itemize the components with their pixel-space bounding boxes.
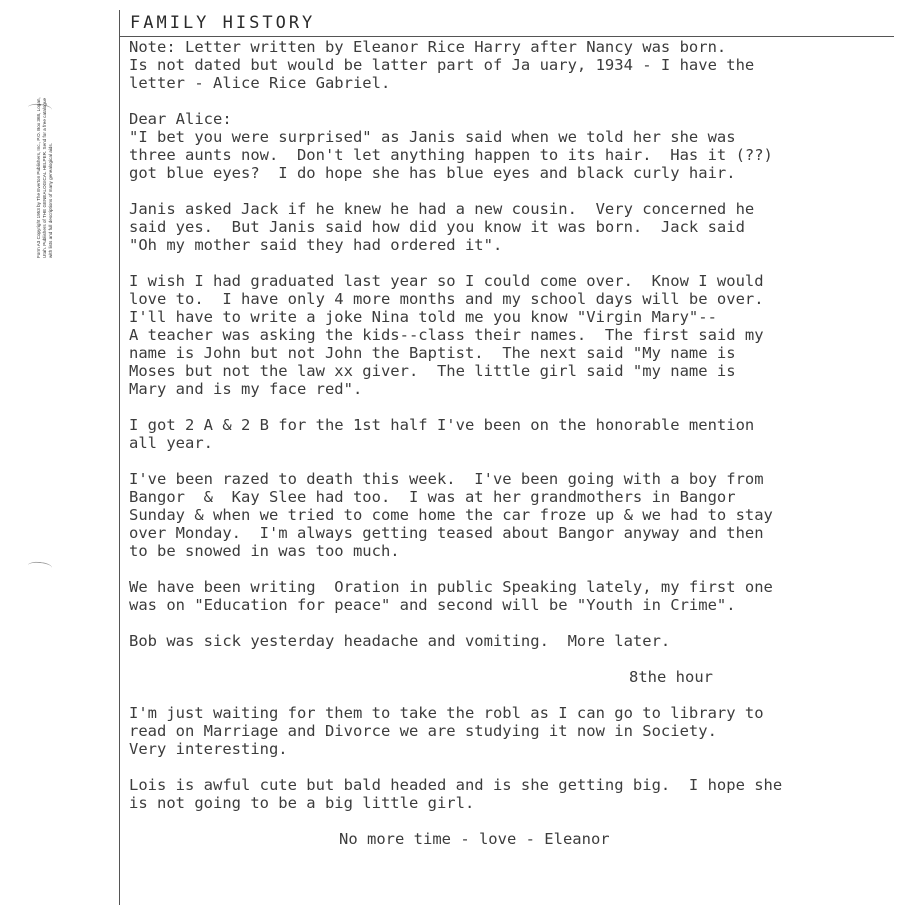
text-line: "Oh my mother said they had ordered it". — [129, 236, 503, 254]
typed-letter — [129, 38, 894, 848]
text-line: Moses but not the law xx giver. The little girl said "my name is — [129, 362, 736, 380]
text-line: got blue eyes? I do hope she has blue eyes and black curly hair. — [129, 164, 736, 182]
paragraph-9 — [129, 776, 894, 812]
text-line: read on Marriage and Divorce we are studying it now in Society. — [129, 722, 717, 740]
text-line: Bangor & Kay Slee had too. I was at her grandmothers in Bangor — [129, 488, 736, 506]
paragraph-2 — [129, 200, 894, 254]
paragraph-3 — [129, 272, 894, 398]
text-line: I got 2 A & 2 B for the 1st half I've been on the honorable mention — [129, 416, 755, 434]
salutation: Dear Alice: — [129, 110, 232, 128]
text-line: I'm just waiting for them to take the robl as I can go to library to — [129, 704, 764, 722]
text-line: name is John but not John the Baptist. The next said "My name is — [129, 344, 736, 362]
text-line: I wish I had graduated last year so I could come over. Know I would — [129, 272, 764, 290]
paragraph-6 — [129, 578, 894, 614]
text-line: I'll have to write a joke Nina told me you know "Virgin Mary"-- — [129, 308, 717, 326]
text-line: Mary and is my face red". — [129, 380, 363, 398]
header-rule — [119, 36, 894, 37]
imprint-line: Form A3 Copyright 1953 by The Everton Publishers, Inc., P.O. Box 368, Logan, — [36, 97, 41, 258]
page-title: FAMILY HISTORY — [130, 13, 316, 33]
text-line: was on "Education for peace" and second will be "Youth in Crime". — [129, 596, 736, 614]
text-line: Note: Letter written by Eleanor Rice Harry after Nancy was born. — [129, 38, 727, 56]
publisher-imprint — [36, 44, 54, 258]
text-line: over Monday. I'm always getting teased about Bangor anyway and then — [129, 524, 764, 542]
text-line: "I bet you were surprised" as Janis said when we told her she was — [129, 128, 736, 146]
imprint-line: Utah. Publishers of THE GENEALOGICAL HELPER. Send for a free catalogue — [42, 97, 47, 258]
paragraph-4 — [129, 416, 894, 452]
text-line: Very interesting. — [129, 740, 288, 758]
text-line: to be snowed in was too much. — [129, 542, 400, 560]
text-line: letter - Alice Rice Gabriel. — [129, 74, 391, 92]
text-line: is not going to be a big little girl. — [129, 794, 475, 812]
text-line: love to. I have only 4 more months and my school days will be over. — [129, 290, 764, 308]
text-line: Bob was sick yesterday headache and vomiting. More later. — [129, 632, 671, 650]
paragraph-8 — [129, 704, 894, 758]
closing-signature: No more time - love - Eleanor — [339, 830, 610, 848]
text-line: all year. — [129, 434, 213, 452]
text-line: three aunts now. Don't let anything happen to its hair. Has it (??) — [129, 146, 773, 164]
text-line: Sunday & when we tried to come home the car froze up & we had to stay — [129, 506, 773, 524]
text-line: Is not dated but would be latter part of Ja uary, 1934 - I have the — [129, 56, 755, 74]
paragraph-1 — [129, 128, 894, 182]
punch-hole-mark-bottom — [28, 561, 53, 572]
text-line: Lois is awful cute but bald headed and is she getting big. I hope she — [129, 776, 783, 794]
text-line: I've been razed to death this week. I've been going with a boy from — [129, 470, 764, 488]
imprint-line: with lists and full descriptions of many genealogical aids. — [48, 143, 53, 258]
left-margin-rule — [119, 10, 120, 905]
text-line: We have been writing Oration in public Speaking lately, my first one — [129, 578, 773, 596]
text-line: A teacher was asking the kids--class their names. The first said my — [129, 326, 764, 344]
text-line: Janis asked Jack if he knew he had a new cousin. Very concerned he — [129, 200, 755, 218]
note-paragraph — [129, 38, 894, 92]
paragraph-5 — [129, 470, 894, 560]
time-note: 8the hour — [629, 668, 713, 686]
text-line: said yes. But Janis said how did you know it was born. Jack said — [129, 218, 745, 236]
paragraph-7 — [129, 632, 894, 650]
